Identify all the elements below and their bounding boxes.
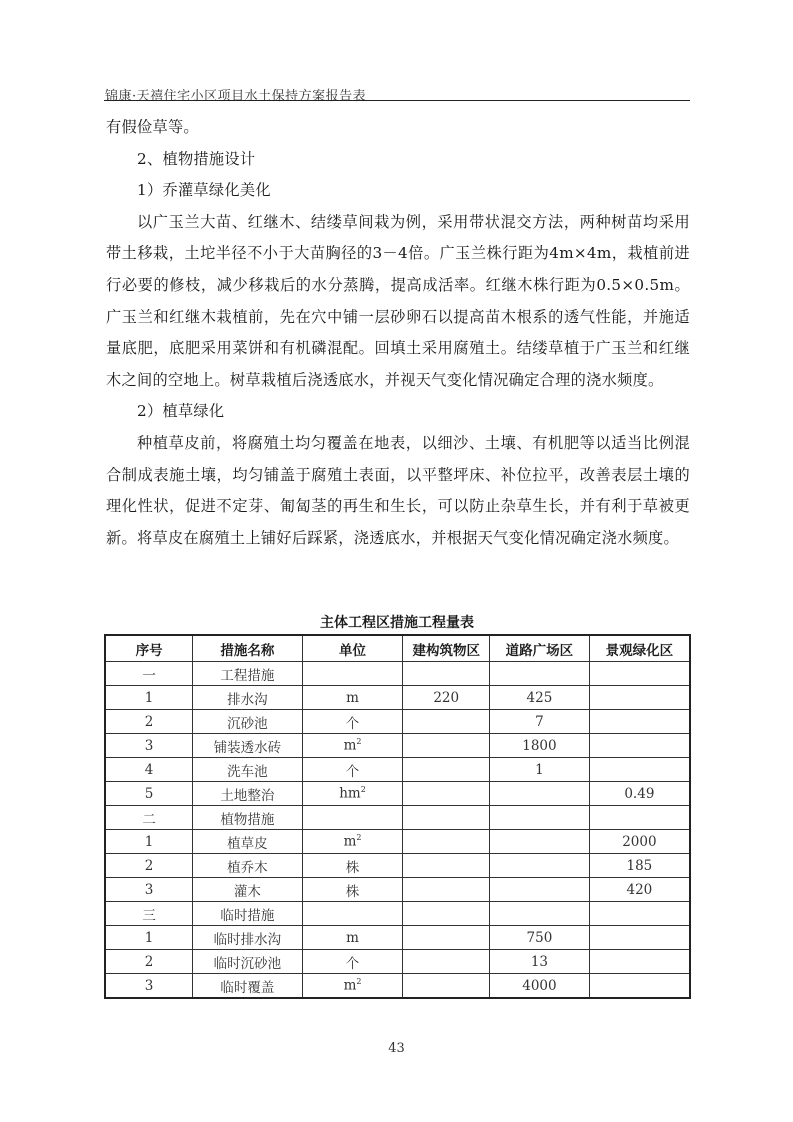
cell-landscape <box>589 758 690 782</box>
cell-name: 洗车池 <box>193 758 303 782</box>
cell-no: 2 <box>105 710 193 734</box>
cell-road: 7 <box>490 710 590 734</box>
cell-landscape <box>589 686 690 710</box>
cell-name: 植乔木 <box>193 854 303 878</box>
measures-table <box>104 634 691 999</box>
cell-no: 1 <box>105 926 193 950</box>
unit-superscript: 2 <box>356 833 362 843</box>
cell-no: 3 <box>105 734 193 758</box>
cell-unit <box>302 806 403 830</box>
cell-no: 3 <box>105 974 193 999</box>
cell-landscape: 185 <box>589 854 690 878</box>
table-row <box>105 974 690 999</box>
column-header-building: 建构筑物区 <box>403 635 490 662</box>
unit-superscript: 2 <box>356 737 362 747</box>
column-header-unit: 单位 <box>302 635 403 662</box>
running-header: 锦康·天禧住宅小区项目水土保持方案报告表 <box>105 89 367 104</box>
cell-unit <box>302 734 403 758</box>
cell-building <box>403 878 490 902</box>
cell-landscape <box>589 710 690 734</box>
table-row <box>105 950 690 974</box>
paragraph: 2、植物措施设计 <box>137 149 256 168</box>
column-header-no: 序号 <box>105 635 193 662</box>
cell-unit <box>302 710 403 734</box>
unit-superscript: 2 <box>356 977 362 987</box>
cell-unit <box>302 902 403 926</box>
cell-road <box>490 830 590 854</box>
cell-no: 4 <box>105 758 193 782</box>
cell-unit <box>302 662 403 686</box>
cell-road <box>490 806 590 830</box>
cell-road: 1 <box>490 758 590 782</box>
cell-no: 1 <box>105 686 193 710</box>
cell-unit <box>302 950 403 974</box>
paragraph: 有假俭草等。 <box>106 118 199 136</box>
unit-label: 个 <box>345 955 360 972</box>
cell-road <box>490 854 590 878</box>
cell-name: 工程措施 <box>193 662 303 686</box>
cell-name: 植物措施 <box>193 806 303 830</box>
cell-unit <box>302 878 403 902</box>
unit-label: hm <box>339 785 361 802</box>
paragraph: 种植草皮前，将腐殖土均匀覆盖在地表，以细沙、土壤、有机肥等以适当比例混合制成表施土壤，均匀铺盖于腐殖土表面，以平整坪床、补位拉平，改善表层土壤的理化性状，促进不定芽、匍匐茎的再生和生长，可以防止杂草生长，并有利于草被更新。将草皮在腐殖土上铺好后踩紧，浇透底水，并根据天气变化情况确定浇水频度。 <box>106 433 690 547</box>
table-row <box>105 758 690 782</box>
cell-building <box>403 662 490 686</box>
cell-name: 铺装透水砖 <box>193 734 303 758</box>
cell-no: 3 <box>105 878 193 902</box>
cell-unit <box>302 758 403 782</box>
column-header-name: 措施名称 <box>193 635 303 662</box>
table-row <box>105 926 690 950</box>
cell-landscape <box>589 902 690 926</box>
table-title: 主体工程区措施工程量表 <box>320 615 474 631</box>
unit-label: 个 <box>345 763 360 780</box>
cell-building <box>403 854 490 878</box>
cell-no: 2 <box>105 950 193 974</box>
column-header-landscape: 景观绿化区 <box>589 635 690 662</box>
cell-no: 5 <box>105 782 193 806</box>
cell-building <box>403 710 490 734</box>
paragraph: 1）乔灌草绿化美化 <box>137 181 271 200</box>
unit-label: m <box>343 977 357 994</box>
cell-building <box>403 758 490 782</box>
cell-road <box>490 782 590 806</box>
cell-building <box>403 806 490 830</box>
cell-no: 二 <box>105 806 193 830</box>
paragraph: 以广玉兰大苗、红继木、结缕草间栽为例，采用带状混交方法，两种树苗均采用带土移栽，土坨半径不小于大苗胸径的3－4倍。广玉兰株行距为4m×4m，栽植前进行必要的修枝，减少移栽后的水分蒸腾，提高成活率。红继木株行距为0.5×0.5m。广玉兰和红继木栽植前，先在穴中铺一层砂卵石以提高苗木根系的透气性能，并施适量底肥，底肥采用菜饼和有机磷混配。回填土采用腐殖土。结缕草植于广玉兰和红继木之间的空地上。树草栽植后浇透底水，并视天气变化情况确定合理的浇水频度。 <box>106 212 690 389</box>
unit-label: m <box>346 929 359 946</box>
cell-building <box>403 830 490 854</box>
cell-no: 1 <box>105 830 193 854</box>
column-header-road: 道路广场区 <box>490 635 590 662</box>
cell-name: 临时排水沟 <box>193 926 303 950</box>
cell-road: 4000 <box>490 974 590 999</box>
cell-unit <box>302 974 403 999</box>
cell-name: 灌木 <box>193 878 303 902</box>
cell-no: 三 <box>105 902 193 926</box>
table-header-row <box>105 635 690 662</box>
cell-unit <box>302 830 403 854</box>
cell-building <box>403 926 490 950</box>
cell-building <box>403 950 490 974</box>
cell-landscape <box>589 806 690 830</box>
cell-landscape <box>589 662 690 686</box>
unit-label: 株 <box>345 883 360 900</box>
cell-name: 临时措施 <box>193 902 303 926</box>
table-row <box>105 878 690 902</box>
cell-name: 土地整治 <box>193 782 303 806</box>
cell-landscape <box>589 926 690 950</box>
unit-label: 个 <box>345 715 360 732</box>
table-row <box>105 686 690 710</box>
table-row <box>105 662 690 686</box>
table-row <box>105 734 690 758</box>
cell-no: 2 <box>105 854 193 878</box>
cell-unit <box>302 926 403 950</box>
cell-road <box>490 662 590 686</box>
cell-road: 13 <box>490 950 590 974</box>
unit-superscript: 2 <box>360 785 366 795</box>
cell-road: 1800 <box>490 734 590 758</box>
cell-road: 425 <box>490 686 590 710</box>
unit-label: 株 <box>345 859 360 876</box>
cell-landscape: 420 <box>589 878 690 902</box>
page-number: 43 <box>388 1041 405 1056</box>
cell-name: 临时覆盖 <box>193 974 303 999</box>
cell-name: 临时沉砂池 <box>193 950 303 974</box>
cell-landscape: 2000 <box>589 830 690 854</box>
cell-road: 750 <box>490 926 590 950</box>
table-row <box>105 806 690 830</box>
cell-unit <box>302 854 403 878</box>
table-row <box>105 854 690 878</box>
cell-no: 一 <box>105 662 193 686</box>
cell-building: 220 <box>403 686 490 710</box>
cell-building <box>403 782 490 806</box>
cell-name: 植草皮 <box>193 830 303 854</box>
unit-label: m <box>346 689 359 706</box>
cell-unit <box>302 782 403 806</box>
cell-landscape <box>589 974 690 999</box>
header-rule <box>104 100 690 101</box>
cell-landscape: 0.49 <box>589 782 690 806</box>
cell-building <box>403 902 490 926</box>
unit-label: m <box>343 833 357 850</box>
cell-road <box>490 902 590 926</box>
cell-name: 沉砂池 <box>193 710 303 734</box>
table-row <box>105 902 690 926</box>
table-row <box>105 782 690 806</box>
table-row <box>105 710 690 734</box>
body-text <box>106 112 690 554</box>
cell-building <box>403 734 490 758</box>
cell-landscape <box>589 734 690 758</box>
cell-unit <box>302 686 403 710</box>
cell-road <box>490 878 590 902</box>
cell-building <box>403 974 490 999</box>
paragraph: 2）植草绿化 <box>137 402 225 421</box>
cell-landscape <box>589 950 690 974</box>
table-row <box>105 830 690 854</box>
cell-name: 排水沟 <box>193 686 303 710</box>
unit-label: m <box>343 737 357 754</box>
